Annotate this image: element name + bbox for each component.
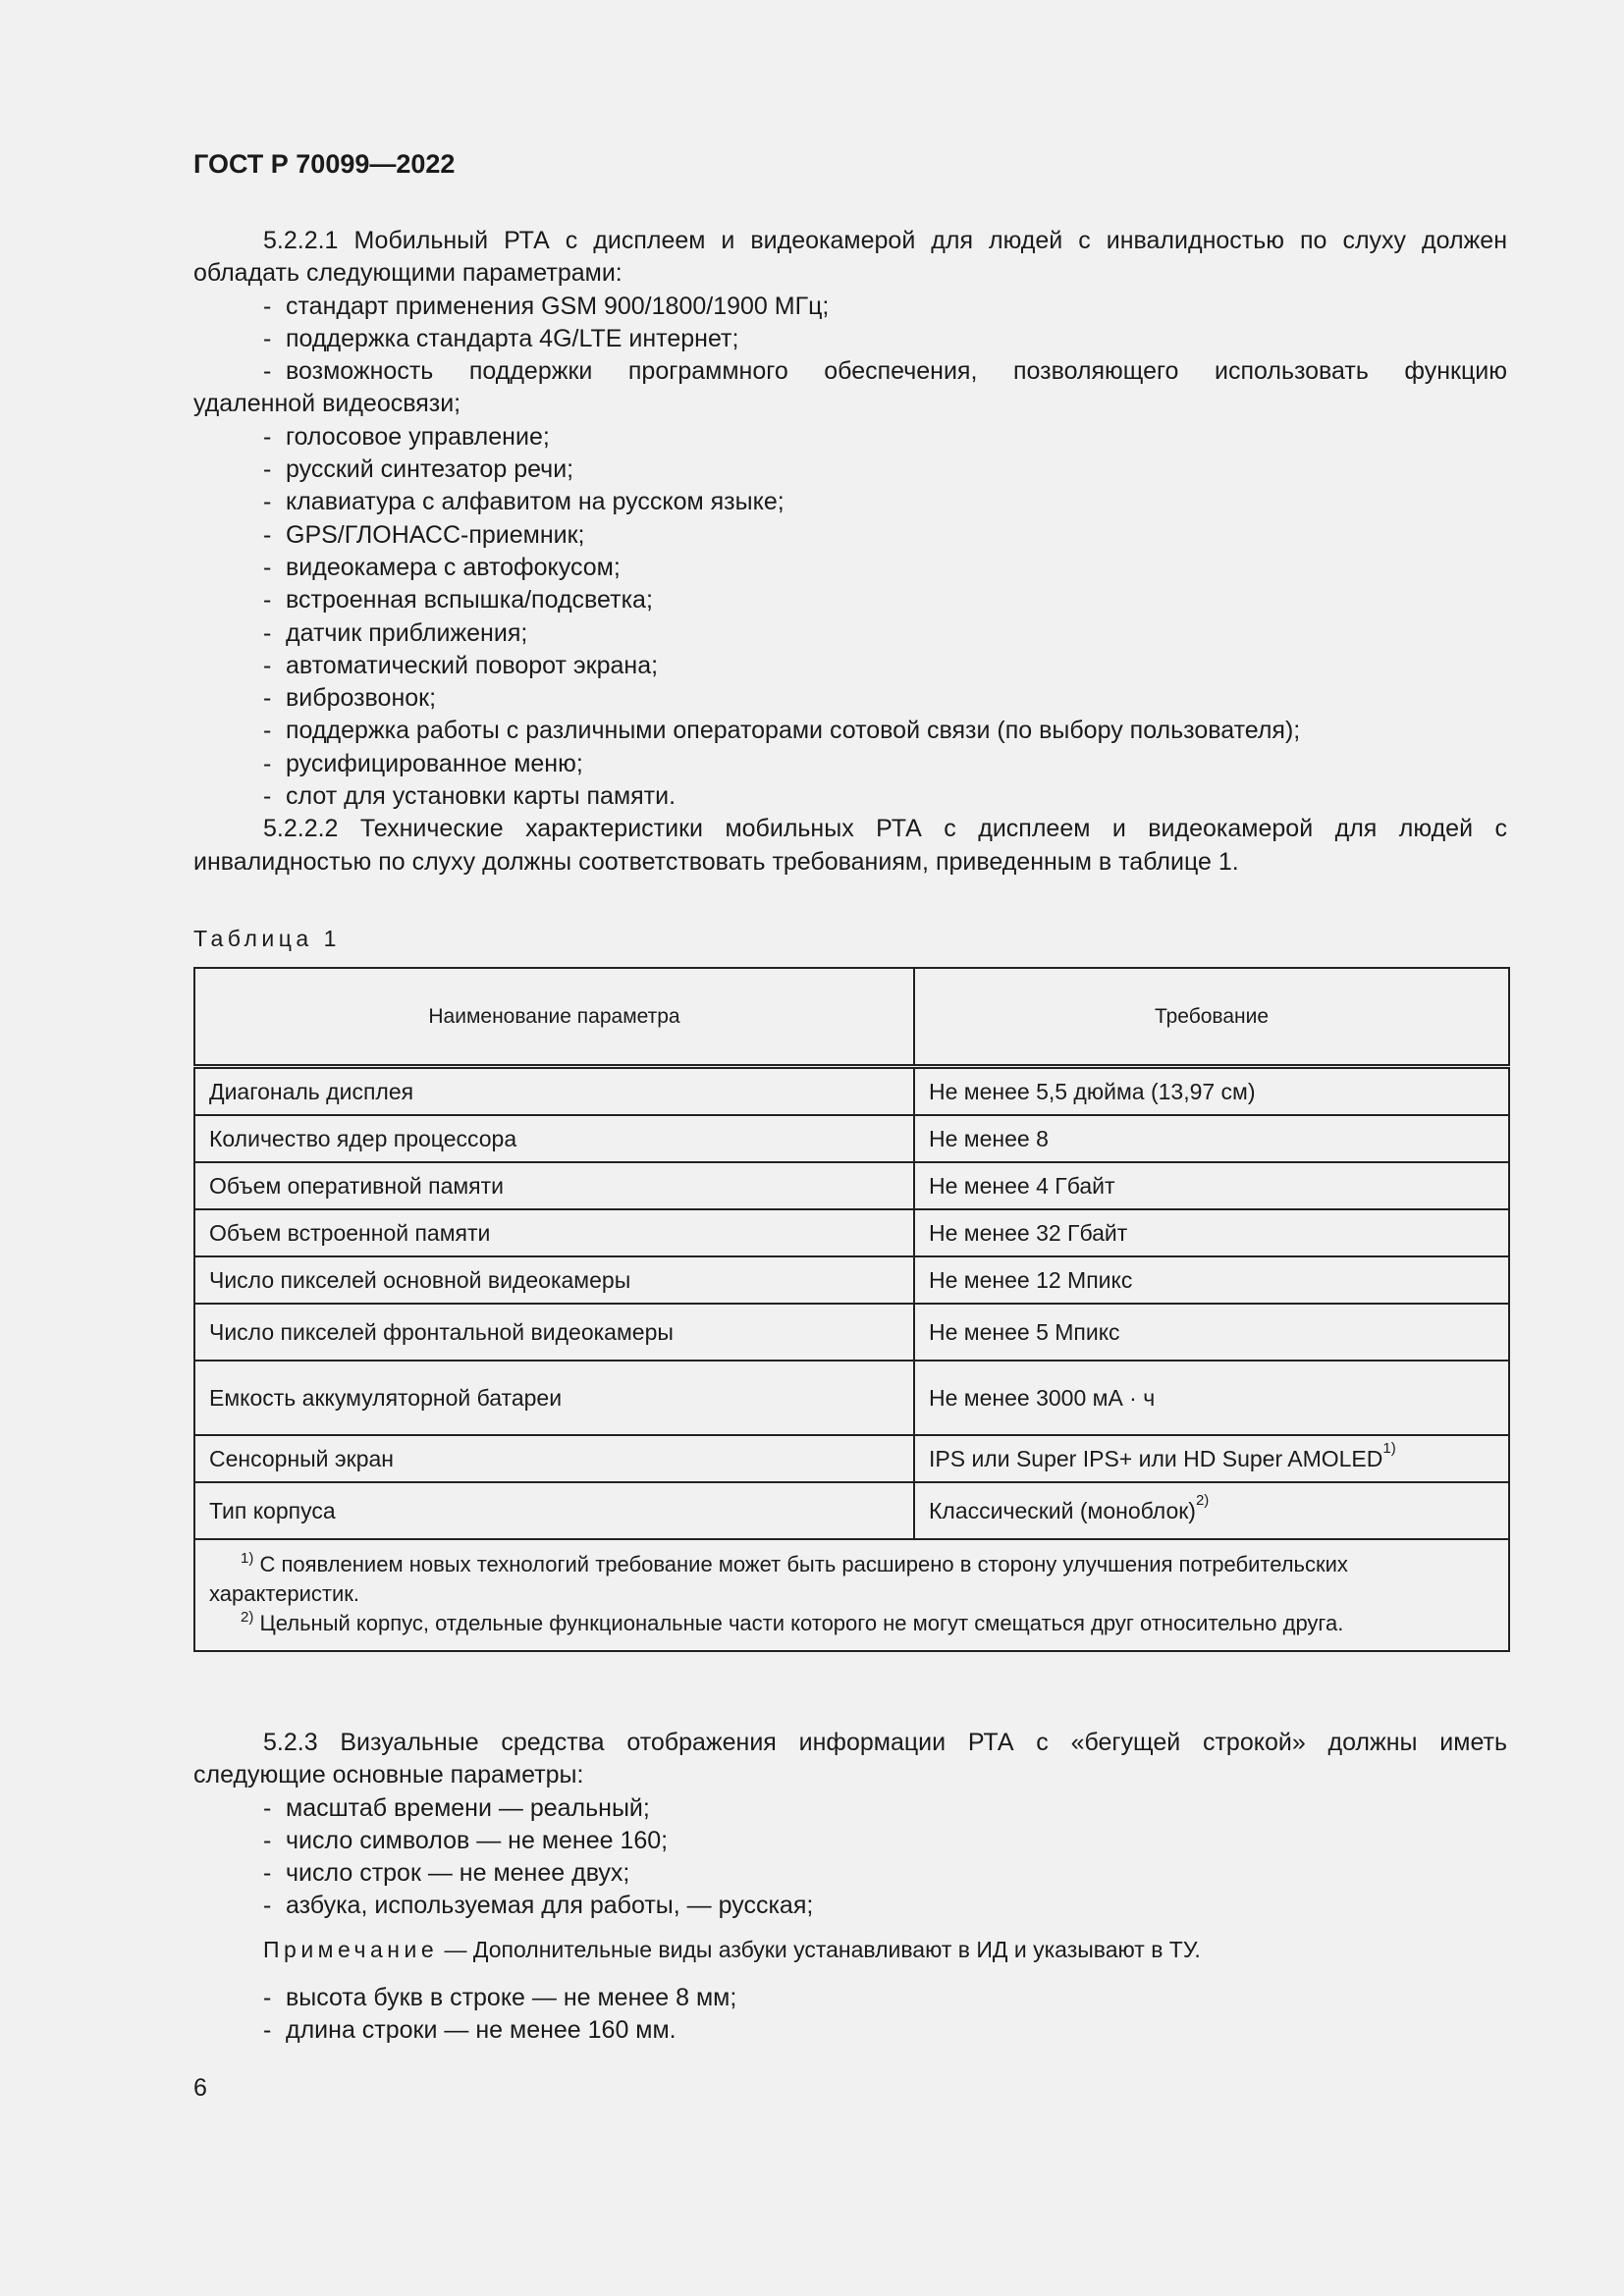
table-cell: Не менее 8: [914, 1115, 1509, 1162]
section-5221: [193, 225, 1507, 879]
list-item: - возможность поддержки программного обеспечения, позволяющего использовать функцию: [263, 357, 1507, 386]
table-row: [194, 1256, 1509, 1304]
section-523: [193, 1727, 1507, 1923]
footnote-ref: 1): [1382, 1439, 1396, 1457]
column-header: Требование: [914, 968, 1509, 1067]
table-cell: Классический (моноблок)$^{2)}$: [914, 1482, 1509, 1539]
table-row: [194, 1304, 1509, 1361]
list-item-continuation: удаленной видеосвязи;: [193, 390, 461, 418]
list-item: - поддержка работы с различными операторами сотовой связи (по выбору пользователя);: [263, 717, 1301, 745]
paragraph-line: 5.2.3 Визуальные средства отображения информации РТА с «бегущей строкой» должны иметь: [263, 1729, 1507, 1756]
section-523-cont: [193, 1982, 1507, 2048]
list-item: - длина строки — не менее 160 мм.: [263, 2016, 677, 2045]
list-item: - датчик приближения;: [263, 618, 528, 647]
footnote: $^{1)}$ С появлением новых технологий требование может быть расширено в сторону улучшения потребительских характеристик.: [209, 1550, 1348, 1606]
list-item: - масштаб времени — реальный;: [263, 1793, 650, 1822]
table-cell: Сенсорный экран: [194, 1435, 914, 1482]
table-row: [194, 1482, 1509, 1539]
table-cell: Объем оперативной памяти: [194, 1162, 914, 1209]
list-item: - автоматический поворот экрана;: [263, 651, 659, 679]
table-cell: Тип корпуса: [194, 1482, 914, 1539]
table-cell: Не менее 5 Мпикс: [914, 1304, 1509, 1361]
list-item: - высота букв в строке — не менее 8 мм;: [263, 1984, 737, 2011]
paragraph-line: обладать следующими параметрами:: [193, 259, 623, 288]
table-cell: Не менее 3000 мА · ч: [914, 1361, 1509, 1435]
table-cell: Емкость аккумуляторной батареи: [194, 1361, 914, 1435]
table-cell: Число пикселей фронтальной видеокамеры: [194, 1304, 914, 1361]
footnote: $^{2)}$ Цельный корпус, отдельные функциональные части которого не могут смещаться друг относительно друга.: [241, 1609, 1344, 1635]
table-cell: Не менее 4 Гбайт: [914, 1162, 1509, 1209]
table-row: [194, 1361, 1509, 1435]
note-label: Примечание: [263, 1937, 439, 1962]
paragraph-line: следующие основные параметры:: [193, 1761, 584, 1789]
document-id: ГОСТ Р 70099—2022: [193, 149, 456, 179]
table-cell: Не менее 5,5 дюйма (13,97 см): [914, 1067, 1509, 1116]
paragraph-line: 5.2.2.1 Мобильный РТА с дисплеем и видеокамерой для людей с инвалидностью по слуху должен: [263, 227, 1507, 254]
table-footnotes-row: [194, 1539, 1509, 1651]
list-item: - слот для установки карты памяти.: [263, 782, 677, 811]
table-cell: Число пикселей основной видеокамеры: [194, 1256, 914, 1304]
list-item: - азбука, используемая для работы, — русская;: [263, 1892, 814, 1920]
table-row: [194, 1209, 1509, 1256]
table-cell: Количество ядер процессора: [194, 1115, 914, 1162]
list-item: - число строк — не менее двух;: [263, 1859, 630, 1888]
table-header-row: [194, 968, 1509, 1067]
list-item: - клавиатура с алфавитом на русском языке;: [263, 488, 785, 516]
table-cell: Не менее 12 Мпикс: [914, 1256, 1509, 1304]
table-row: [194, 1435, 1509, 1482]
list-item: - число символов — не менее 160;: [263, 1826, 669, 1854]
table-row: [194, 1067, 1509, 1116]
table-caption: Таблица 1: [193, 926, 341, 951]
note-text: — Дополнительные виды азбуки устанавливают в ИД и указывают в ТУ.: [438, 1937, 1201, 1962]
list-item: - голосовое управление;: [263, 422, 550, 451]
table-row: [194, 1162, 1509, 1209]
list-item: - встроенная вспышка/подсветка;: [263, 586, 653, 614]
list-item: - GPS/ГЛОНАСС-приемник;: [263, 520, 585, 549]
table-footnotes: [194, 1539, 1509, 1651]
footnote-ref: 2): [1195, 1491, 1210, 1509]
paragraph-line: 5.2.2.2 Технические характеристики мобильных РТА с дисплеем и видеокамерой для людей с: [263, 815, 1507, 843]
list-item: - русифицированное меню;: [263, 749, 583, 777]
note: [263, 1935, 1201, 1964]
list-item: - видеокамера с автофокусом;: [263, 553, 621, 581]
table-cell: Объем встроенной памяти: [194, 1209, 914, 1256]
spec-table: [193, 967, 1510, 1652]
table-row: [194, 1115, 1509, 1162]
list-item: - поддержка стандарта 4G/LTE интернет;: [263, 324, 739, 352]
paragraph-line: инвалидностью по слуху должны соответствовать требованиям, приведенным в таблице 1.: [193, 847, 1239, 876]
list-item: - русский синтезатор речи;: [263, 455, 574, 484]
table-cell: IPS или Super IPS+ или HD Super AMOLED$^{1)}$: [914, 1435, 1509, 1482]
table-cell: Не менее 32 Гбайт: [914, 1209, 1509, 1256]
column-header: Наименование параметра: [194, 968, 914, 1067]
list-item: - виброзвонок;: [263, 684, 437, 713]
table-cell: Диагональ дисплея: [194, 1067, 914, 1116]
page-number: 6: [193, 2074, 207, 2102]
list-item: - стандарт применения GSM 900/1800/1900 МГц;: [263, 292, 830, 320]
